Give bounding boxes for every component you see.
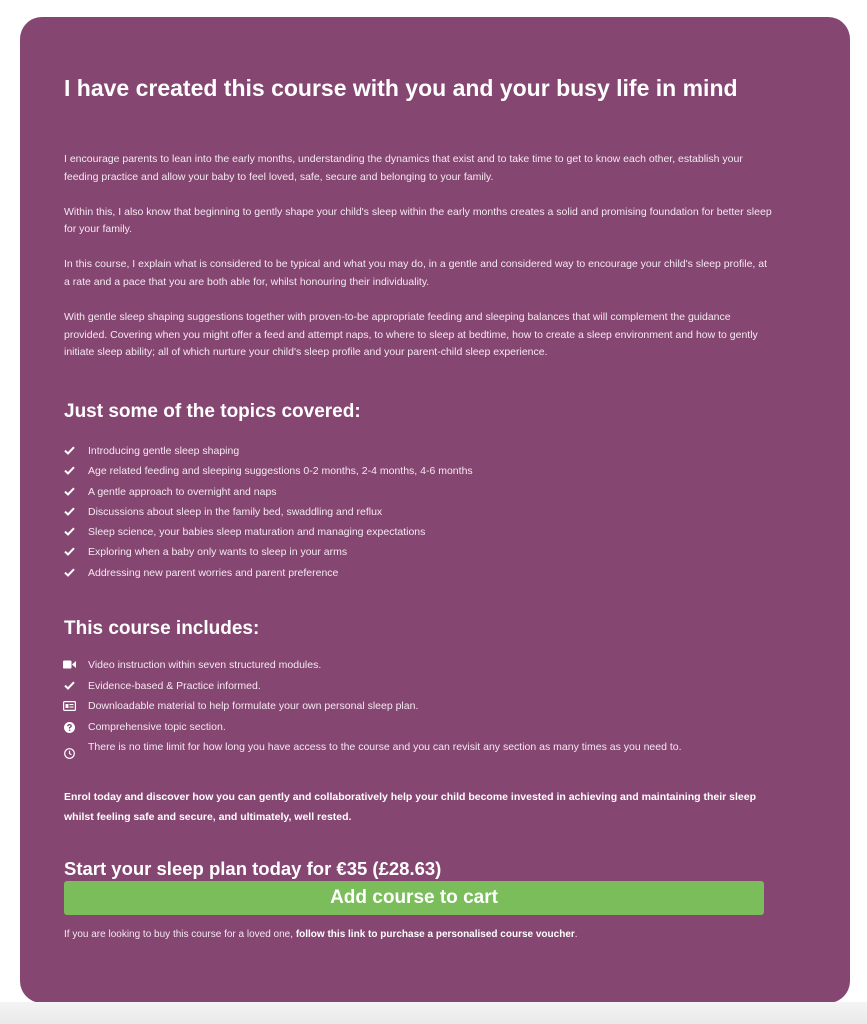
voucher-link[interactable]: follow this link to purchase a personalised course voucher [295,929,575,940]
page-title: I have created this course with you and your busy life in mind [64,75,738,101]
list-item [62,542,742,562]
course-info-card [20,17,850,1003]
check-icon [62,502,76,516]
topics-heading: Just some of the topics covered: [64,401,361,422]
intro-section [64,151,774,379]
voucher-suffix: . [574,929,578,940]
add-to-cart-button[interactable]: Add course to cart [64,881,764,915]
check-icon [62,441,76,455]
list-item-text: Discussions about sleep in the family bed, swaddling and reflux [88,505,383,518]
list-item [62,696,742,717]
list-item-text: A gentle approach to overnight and naps [88,485,277,498]
topics-list [62,441,742,583]
list-item [62,441,742,461]
intro-paragraph: In this course, I explain what is considered to be typical and what you may do, in a gentle and considered way to encourage your child's sleep profile, at a rate and a pace that you are both able for, whilst honouring their individuality. [64,258,767,288]
includes-list [62,655,742,759]
intro-paragraph: I encourage parents to lean into the early months, understanding the dynamics that exist and to take time to get to know each other, establish your feeding practice and allow your baby to feel loved, safe, secure and belonging to your family. [64,153,743,183]
clock-icon [62,737,76,759]
question-circle-icon [62,717,76,733]
check-icon [62,542,76,556]
list-item-text: Downloadable material to help formulate your own personal sleep plan. [88,700,419,712]
intro-paragraph: Within this, I also know that beginning to gently shape your child's sleep within the early months creates a solid and promising foundation for better sleep for your family. [64,205,772,236]
list-item-text: Introducing gentle sleep shaping [88,445,240,457]
list-item-text: Sleep science, your babies sleep maturation and managing expectations [88,526,426,539]
list-item-text: Addressing new parent worries and parent preference [88,566,339,579]
list-item [62,482,742,502]
check-icon [62,676,76,690]
list-item-text: Age related feeding and sleeping suggestions 0-2 months, 2-4 months, 4-6 months [88,465,473,478]
check-icon [62,522,76,536]
price-heading: Start your sleep plan today for €35 (£28.63) [64,858,442,879]
includes-heading: This course includes: [64,618,260,639]
list-item [62,563,742,583]
page-footer-band [0,1002,867,1024]
list-item [62,461,742,481]
list-item [62,655,742,676]
list-item [62,522,742,542]
list-item [62,717,742,738]
download-material-icon [62,696,76,711]
list-item-text: Evidence-based & Practice informed. [88,679,261,692]
voucher-prefix: If you are looking to buy this course for a loved one, [64,929,296,940]
video-camera-icon [62,655,76,669]
list-item-text: Comprehensive topic section. [88,720,226,733]
list-item [62,502,742,522]
check-icon [62,563,76,577]
list-item-text: Exploring when a baby only wants to sleep in your arms [88,546,348,559]
list-item-text: There is no time limit for how long you have access to the course and you can revisit any section as many times as you need to. [88,741,682,753]
list-item [62,737,742,759]
check-icon [62,482,76,496]
voucher-note [64,929,578,940]
check-icon [62,461,76,475]
list-item [62,676,742,697]
enrol-text: Enrol today and discover how you can gently and collaboratively help your child become invested in achieving and maintaining their sleep whilst feeling safe and secure, and ultimately, well rested. [64,791,756,823]
list-item-text: Video instruction within seven structured modules. [88,659,322,671]
intro-paragraph: With gentle sleep shaping suggestions together with proven-to-be appropriate feeding and sleeping balances that will complement the guidance provided. Covering when you might offer a feed and attempt naps, to where to sleep at bedtime, how to create a sleep environment and how to gently initiate sleep ability; all of which nurture your child's sleep profile and your parent-child sleep experience. [64,310,758,359]
